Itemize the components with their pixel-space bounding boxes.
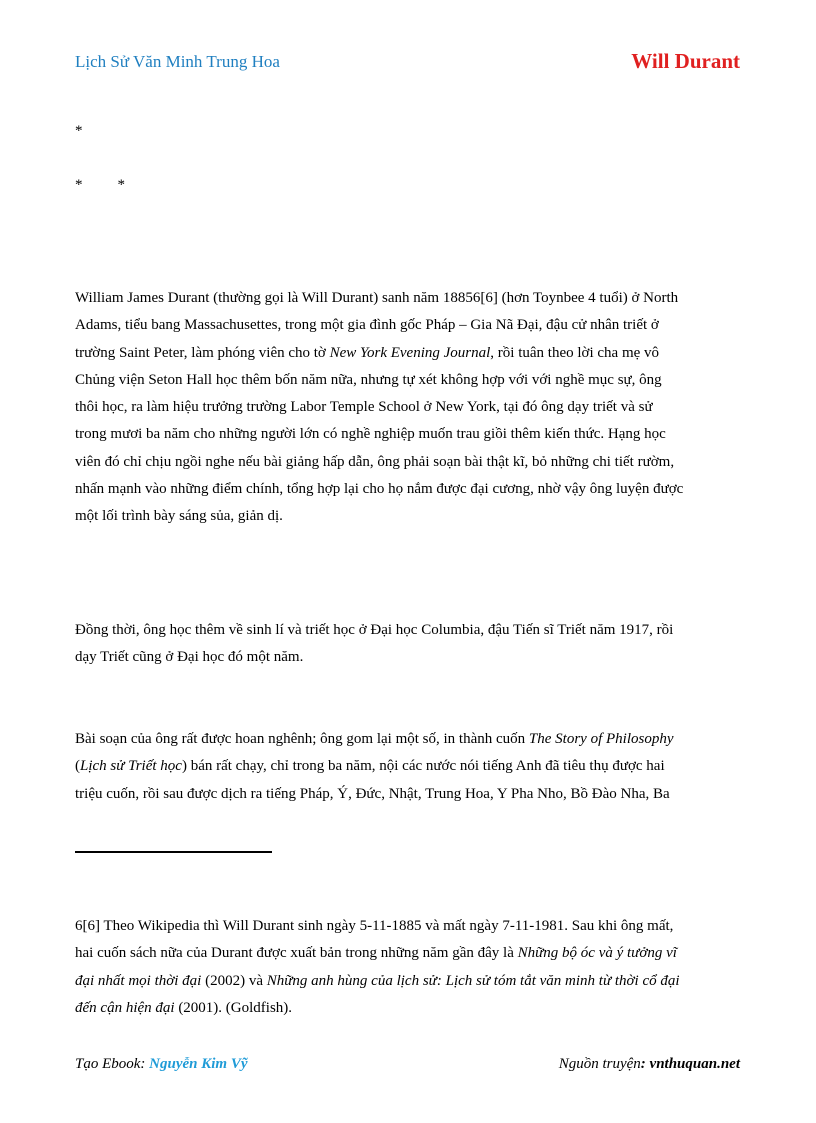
body-paragraph-2	[75, 617, 745, 672]
text-line: viên đó chỉ chịu ngồi nghe nếu bài giảng hấp dẫn, ông phải soạn bài thật kĩ, bỏ những chi tiết rườm,	[75, 453, 675, 470]
section-separator-row2	[75, 177, 125, 194]
text-line: thôi học, ra làm hiệu trưởng trường Labor Temple School ở New York, tại đó ông dạy triết và sử	[75, 399, 653, 416]
footnote-line: đại nhất mọi thời đại (2002) và Những anh hùng của lịch sử: Lịch sử tóm tắt văn minh từ thời cổ đại	[75, 972, 680, 989]
newspaper-title: New York Evening Journal	[329, 344, 491, 361]
text-line: nhấn mạnh vào những điểm chính, tổng hợp lại cho họ nắm được đại cương, nhờ vậy ông luyện được	[75, 481, 684, 498]
ebook-label: Tạo Ebook	[75, 1056, 141, 1072]
book-title-italic: Lịch sử Triết học	[80, 758, 182, 775]
author-header: Will Durant	[631, 49, 740, 73]
body-paragraph-1	[75, 285, 745, 531]
text-line: (Lịch sử Triết học) bán rất chạy, chỉ trong ba năm, nội các nước nói tiếng Anh đã tiêu thụ được hai	[75, 758, 665, 775]
text-line: Adams, tiểu bang Massachusettes, trong một gia đình gốc Pháp – Gia Nã Đại, đậu cử nhân triết ở	[75, 317, 659, 334]
book-title-italic: Những bộ óc và ý tưởng vĩ	[517, 945, 677, 962]
footnote	[75, 913, 745, 1022]
text-line: Bài soạn của ông rất được hoan nghênh; ông gom lại một số, in thành cuốn The Story of Philosophy	[75, 731, 674, 747]
footnote-divider	[75, 851, 272, 853]
separator-star: *	[75, 177, 83, 193]
footnote-line: đến cận hiện đại (2001). (Goldfish).	[75, 999, 293, 1016]
footer-source-credit: Nguồn truyện: vnthuquan.net	[558, 1056, 740, 1072]
book-title-italic: The Story of Philosophy	[528, 731, 674, 747]
text-line: trong mươi ba năm cho những người lớn có nghề nghiệp muốn trau giồi thêm kiến thức. Hạng học	[75, 426, 666, 443]
book-title-header: Lịch Sử Văn Minh Trung Hoa	[75, 52, 280, 71]
text-line: một lối trình bày sáng sủa, giản dị.	[75, 508, 283, 525]
text-line: Đồng thời, ông học thêm về sinh lí và triết học ở Đại học Columbia, đậu Tiến sĩ Triết năm 1917, rồi	[75, 622, 674, 638]
footer-ebook-credit: Tạo Ebook: Nguyễn Kim Vỹ	[75, 1056, 248, 1072]
body-paragraph-3	[75, 726, 745, 808]
ebook-author: Nguyễn Kim Vỹ	[149, 1056, 248, 1072]
text-line: Chủng viện Seton Hall học thêm bốn năm nữa, nhưng tự xét không hợp với với nghề mục sự, ông	[75, 371, 662, 388]
source-label: Nguồn truyện	[558, 1056, 641, 1072]
book-title-italic: đại nhất mọi thời đại	[75, 972, 202, 989]
book-title-italic: đến cận hiện đại	[75, 999, 175, 1016]
text-line: William James Durant (thường gọi là Will Durant) sanh năm 18856[6] (hơn Toynbee 4 tuổi) ở North	[75, 290, 679, 306]
section-separator-row1	[75, 123, 83, 140]
footnote-line: 6[6] Theo Wikipedia thì Will Durant sinh ngày 5-11-1885 và mất ngày 7-11-1981. Sau khi ông mất,	[75, 918, 674, 934]
text-line: triệu cuốn, rồi sau được dịch ra tiếng Pháp, Ý, Đức, Nhật, Trung Hoa, Y Pha Nho, Bồ Đào Nha, Ba	[75, 785, 670, 802]
text-line: dạy Triết cũng ở Đại học đó một năm.	[75, 649, 304, 666]
separator-star: *	[117, 177, 125, 193]
book-title-italic: Những anh hùng của lịch sử: Lịch sử tóm tắt văn minh từ thời cổ đại	[266, 972, 680, 989]
footnote-line: hai cuốn sách nữa của Durant được xuất bản trong những năm gần đây là Những bộ óc và ý tưởng vĩ	[75, 945, 677, 962]
text-line: trường Saint Peter, làm phóng viên cho tờ New York Evening Journal, rồi tuân theo lời cha mẹ vô	[75, 344, 660, 361]
source-site: vnthuquan.net	[649, 1056, 740, 1072]
separator-star: *	[75, 123, 83, 139]
